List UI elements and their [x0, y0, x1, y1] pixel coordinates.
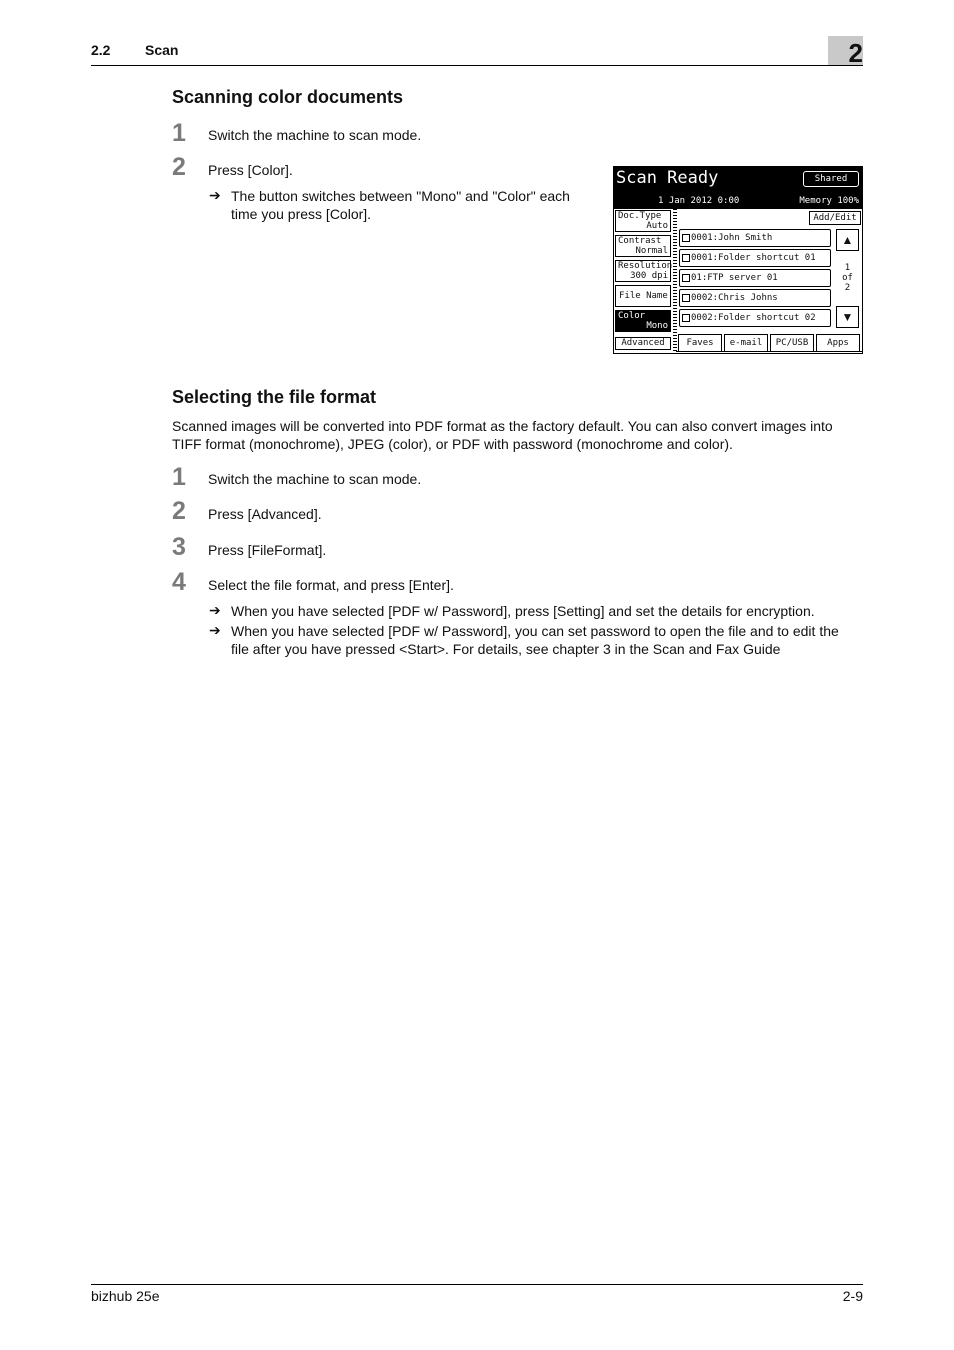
step-text: Press [Color]. [208, 162, 293, 178]
advanced-button[interactable]: Advanced [615, 337, 671, 350]
step-text: Switch the machine to scan mode. [208, 127, 422, 143]
screen-title: Scan Ready [616, 168, 719, 188]
contact-icon [682, 294, 690, 302]
folder-icon [682, 254, 690, 262]
address-entry[interactable]: 0001:Folder shortcut 01 [679, 249, 831, 267]
address-entry[interactable]: 0002:Chris Johns [679, 289, 831, 307]
step-text: Select the file format, and press [Enter]. [208, 577, 454, 593]
tab-email[interactable]: e-mail [724, 334, 768, 352]
color-button[interactable]: Color Mono [615, 310, 671, 332]
resolution-button[interactable]: Resolution 300 dpi [615, 260, 671, 282]
section-heading-color: Scanning color documents [172, 87, 404, 107]
intro-paragraph: TIFF format (monochrome), JPEG (color), or PDF with password (monochrome and color). [172, 436, 733, 452]
page-indicator: 1 of 2 [842, 263, 853, 293]
contact-icon [682, 234, 690, 242]
intro-paragraph: Scanned images will be converted into PDF format as the factory default. You can also convert images into [172, 418, 833, 434]
note-text: When you have selected [PDF w/ Password], press [Setting] and set the details for encryption. [231, 603, 815, 619]
step-number: 2 [172, 497, 186, 525]
footer-product: bizhub 25e [91, 1288, 160, 1304]
doc-type-button[interactable]: Doc.Type Auto [615, 210, 671, 232]
step-number: 1 [172, 119, 186, 147]
note-text: time you press [Color]. [231, 206, 372, 222]
note-text: The button switches between "Mono" and "Color" each [231, 188, 570, 204]
file-name-button[interactable]: File Name [615, 285, 671, 307]
shared-button[interactable]: Shared [803, 171, 859, 187]
step-text: Switch the machine to scan mode. [208, 471, 422, 487]
step-text: Press [FileFormat]. [208, 542, 327, 558]
step-number: 1 [172, 463, 186, 491]
tab-apps[interactable]: Apps [816, 334, 860, 352]
screen-date: 1 Jan 2012 0:00 [658, 196, 740, 206]
chapter-number: 2 [848, 38, 863, 68]
address-entry[interactable]: 0001:John Smith [679, 229, 831, 247]
tab-pc-usb[interactable]: PC/USB [770, 334, 814, 352]
step-text: Press [Advanced]. [208, 506, 322, 522]
note-text: When you have selected [PDF w/ Password], you can set password to open the file and to edit the [231, 623, 839, 639]
folder-icon [682, 314, 690, 322]
tab-baseline [676, 351, 862, 352]
section-number: 2.2 [91, 42, 111, 58]
tab-faves[interactable]: Faves [678, 334, 722, 352]
arrow-icon: ➔ [209, 602, 221, 618]
note-text: file after you have pressed <Start>. For details, see chapter 3 in the Scan and Fax Guide [231, 641, 781, 657]
scan-ready-screen [613, 166, 863, 354]
scroll-down-button[interactable]: ▼ [836, 306, 859, 328]
contrast-button[interactable]: Contrast Normal [615, 235, 671, 257]
add-edit-button[interactable]: Add/Edit [809, 211, 861, 225]
arrow-icon: ➔ [209, 187, 221, 203]
step-number: 3 [172, 533, 186, 561]
step-number: 2 [172, 153, 186, 181]
footer-page-number: 2-9 [842, 1288, 863, 1304]
ftp-icon [682, 274, 690, 282]
arrow-icon: ➔ [209, 622, 221, 638]
address-entry[interactable]: 01:FTP server 01 [679, 269, 831, 287]
header-rule [91, 65, 863, 66]
scroll-up-button[interactable]: ▲ [836, 229, 859, 251]
address-entry[interactable]: 0002:Folder shortcut 02 [679, 309, 831, 327]
memory-indicator: Memory 100% [799, 196, 859, 206]
screen-divider [673, 209, 677, 354]
section-heading-file-format: Selecting the file format [172, 387, 377, 407]
footer-rule [91, 1284, 863, 1285]
step-number: 4 [172, 568, 186, 596]
section-title: Scan [145, 42, 179, 58]
screen-header [614, 167, 862, 209]
